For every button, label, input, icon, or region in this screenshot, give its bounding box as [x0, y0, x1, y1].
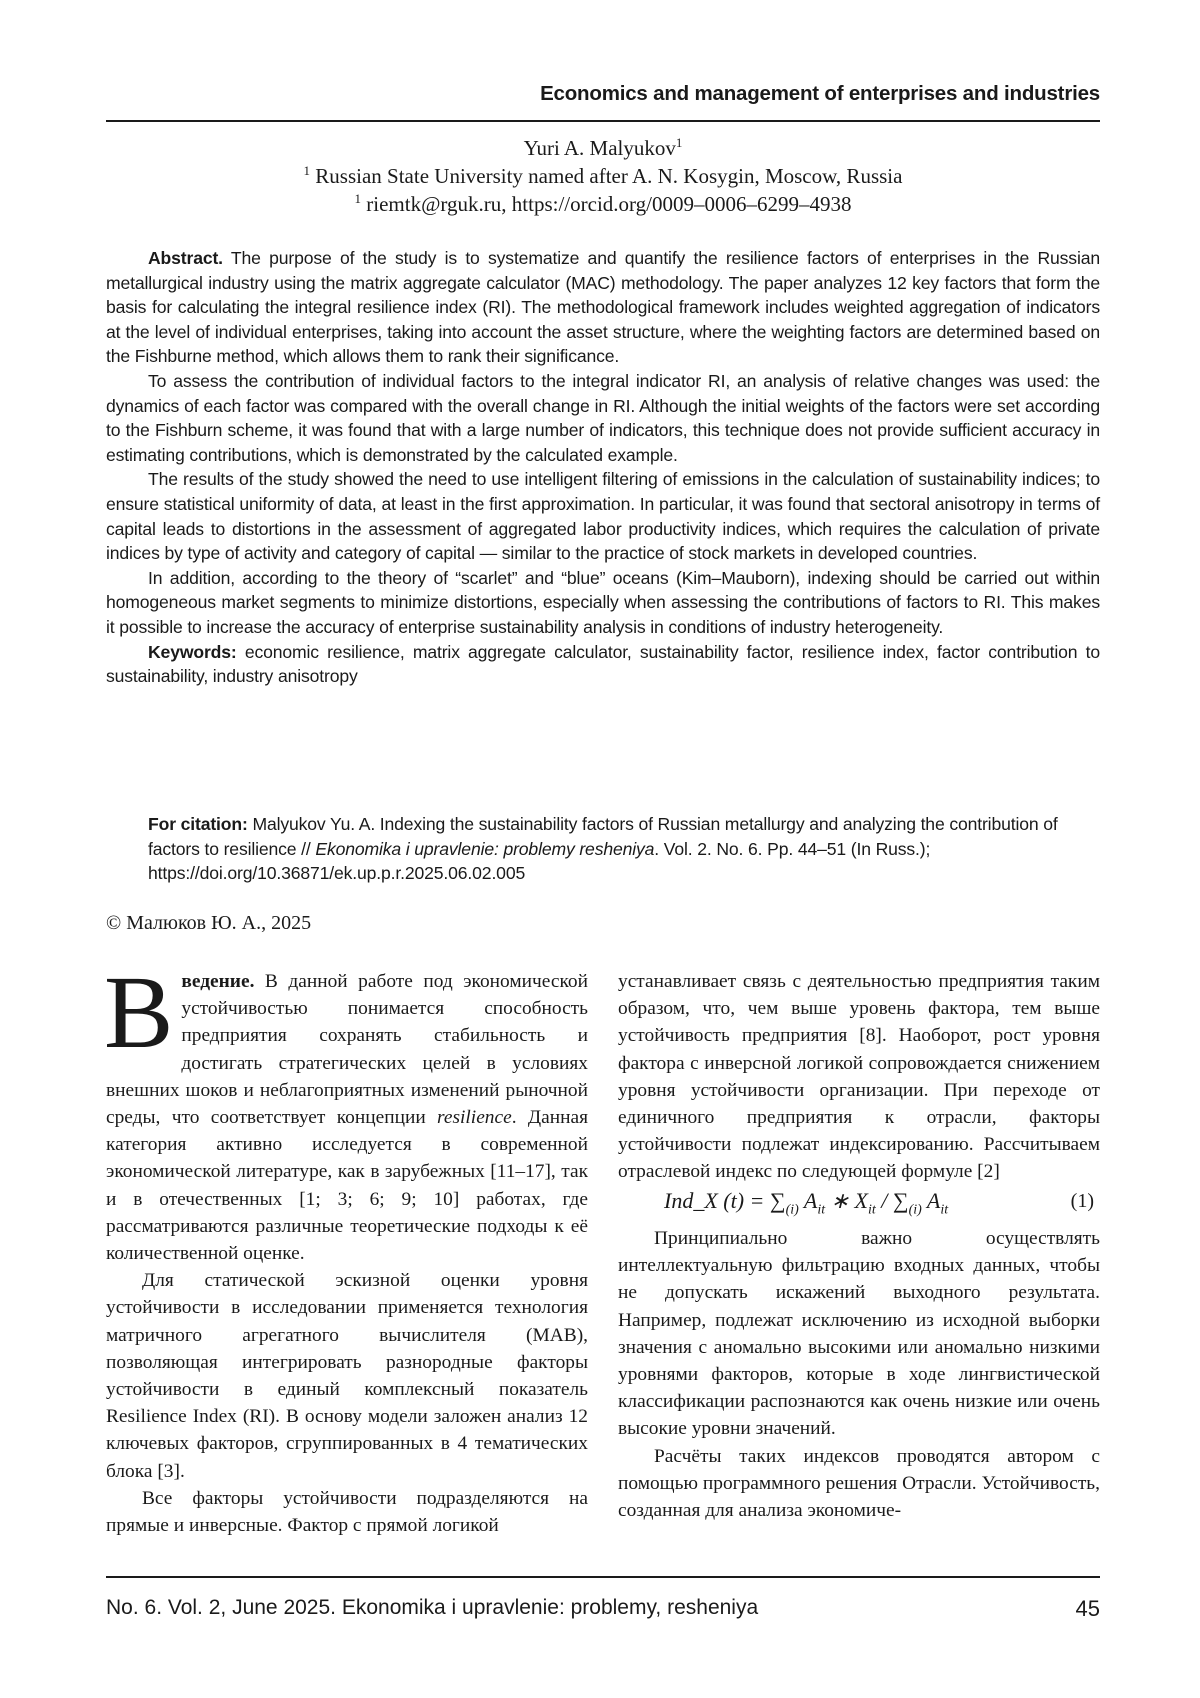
- section-title: Economics and management of enterprises and industries: [540, 82, 1100, 105]
- citation-label: For citation:: [148, 814, 248, 834]
- keywords: Keywords: economic resilience, matrix aggregate calculator, sustainability factor, resilience index, factor contribution to sustainability, industry anisotropy: [106, 641, 1100, 687]
- body-paragraph: устанавливает связь с деятельностью предприятия таким образом, что, чем выше уровень фактора, тем выше устойчивость предприятия [8]. Наоборот, рост уровня фактора с инверсной логикой сопровождается снижением уровня устойчивости организации. При переходе от единичного предприятия к отрасли, факторы устойчивости подлежат индексированию. Рассчитываем отраслевой индекс по следующей формуле [2]: [618, 971, 1100, 1183]
- footer-issue: No. 6. Vol. 2, June 2025. Ekonomika i upravlenie: problemy, resheniya: [106, 1596, 759, 1619]
- body-paragraph: Расчёты таких индексов проводятся автором с помощью программного решения Отрасли. Устойчивость, созданная для анализа экономиче-: [618, 1445, 1100, 1522]
- body-paragraph: Принципиально важно осуществлять интеллектуальную фильтрацию входных данных, чтобы не допускать искажений выходного результата. Например, подлежат исключению из исходной выборки значения с аномально высокими или аномально низкими уровнями факторов, которые в ходе лингвистической классификации распознаются как очень низкие или очень высокие уровни значений.: [618, 1228, 1100, 1440]
- body-paragraph: Все факторы устойчивости подразделяются на прямые и инверсные. Фактор с прямой логикой: [106, 1487, 588, 1537]
- page-number: 45: [1075, 1596, 1100, 1621]
- abstract-paragraph: Abstract. The purpose of the study is to systematize and quantify the resilience factors of enterprises in the Russian metallurgical industry using the matrix aggregate calculator (MAC) methodology. The paper analyzes 12 key factors that form the basis for calculating the integral resilience index (RI). The methodological framework includes weighted aggregation of indicators at the level of individual enterprises, taking into account the asset structure, where the weighting factors are determined based on the Fishburne method, which allows them to rank their significance.: [106, 248, 1100, 367]
- author-email-orcid-link[interactable]: riemtk@rguk.ru, https://orcid.org/0009–0006–6299–4938: [366, 192, 852, 216]
- author-affiliation: $^1$ Russian State University named after A. N. Kosygin, Moscow, Russia: [303, 163, 903, 188]
- abstract-paragraph: The results of the study showed the need to use intelligent filtering of emissions in the calculation of sustainability indices; to ensure statistical uniformity of data, at least in the first approximation. In particular, it was found that sectoral anisotropy in terms of capital leads to distortions in the assessment of aggregated labor productivity indices, which requires the calculation of private indices by type of activity and category of capital — similar to the practice of stock markets in developed countries.: [106, 469, 1100, 564]
- drop-cap: В: [104, 955, 174, 1070]
- equation-number: (1): [1070, 1189, 1094, 1212]
- body-column-right: [618, 968, 1100, 1524]
- intro-heading: ведение.: [181, 971, 255, 992]
- abstract-paragraph: To assess the contribution of individual factors to the integral indicator RI, an analysis of relative changes was used: the dynamics of each factor was compared with the overall change in RI. Although the initial weights of the factors were set according to the Fishburn scheme, it was found that with a large number of indicators, this technique does not provide sufficient accuracy in estimating contributions, which is demonstrated by the calculated example.: [106, 370, 1100, 465]
- formula-expression: $\sum_{(i)}$ $A_{it}$ ∗ $X_{it} / \sum_{(i)}$ $A_{it}$: [769, 1187, 949, 1218]
- citation: For citation: Malyukov Yu. A. Indexing the sustainability factors of Russian metallurgy and analyzing the contribution of factors to resilience // Ekonomika i upravlenie: problemy resheniya. Vol. 2. No. 6. Pp. 44–51 (In Russ.); https://doi.org/10.36871/ek.up.p.r.2025.06.02.005: [148, 814, 1058, 884]
- keywords-label: Keywords:: [148, 641, 237, 662]
- abstract-label: Abstract.: [148, 248, 223, 268]
- author-contact: $^1$ riemtk@rguk.ru, https://orcid.org/0009–0006–6299–4938: [354, 191, 852, 216]
- author-block: [106, 134, 1100, 218]
- body-column-left: [104, 955, 588, 1539]
- author-name: Yuri A. Malyukov$^1$: [523, 135, 683, 160]
- header-rule: [106, 120, 1100, 122]
- copyright: © Малюков Ю. А., 2025: [106, 912, 312, 934]
- body-paragraph: Для статической эскизной оценки уровня устойчивости в исследовании применяется технология матричного агрегатного вычислителя (MAB), позволяющая интегрировать разнородные факторы устойчивости в единый комплексный показатель Resilience Index (RI). В основу модели заложен анализ 12 ключевых факторов, сгруппированных в 4 тематических блока [3].: [106, 1270, 588, 1482]
- abstract-paragraph: In addition, according to the theory of “scarlet” and “blue” oceans (Kim–Mauborn), indexing should be carried out within homogeneous market segments to minimize distortions, especially when assessing the contributions of factors to RI. This makes it possible to increase the accuracy of enterprise sustainability analysis in conditions of industry heterogeneity.: [106, 567, 1100, 637]
- intro-paragraph: Введение. В данной работе под экономической устойчивостью понимается способность предприятия сохранять стабильность и достигать стратегических целей в условиях внешних шоков и неблагоприятных изменений рыночной среды, что соответствует концепции resilience. Данная категория активно исследуется в современной экономической литературе, как в зарубежных [11–17], так и в отечественных [1; 3; 6; 9; 10] работах, где рассматриваются различные теоретические подходы к её количественной оценке.: [104, 955, 588, 1265]
- formula-1: Ind_X $(t) = \sum_{(i)}$ $A_{it}$ ∗ $X_{it} / \sum_{(i)}$ $A_{it}$ (1): [664, 1187, 1094, 1218]
- footer: [106, 1596, 1100, 1620]
- journal-name: Ekonomika i upravlenie: problemy resheniya: [315, 838, 655, 859]
- footer-rule: [106, 1576, 1100, 1578]
- citation-doi[interactable]: . Vol. 2. No. 6. Pp. 44–51 (In Russ.); https://doi.org/10.36871/ek.up.p.r.2025.06.02.005: [148, 838, 931, 884]
- abstract: [106, 246, 1100, 689]
